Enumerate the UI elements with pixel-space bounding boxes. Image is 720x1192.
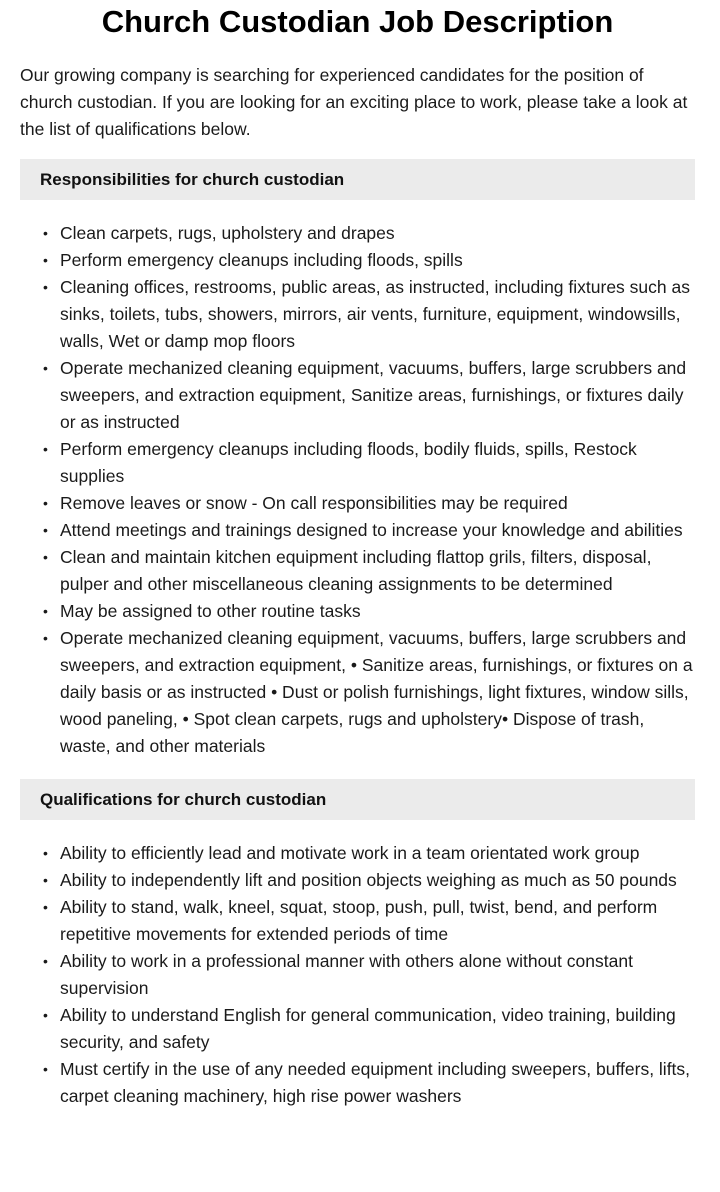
responsibilities-list <box>20 220 695 760</box>
bullet-icon: • <box>43 1061 48 1077</box>
bullet-icon: • <box>43 630 48 646</box>
list-item-text: Perform emergency cleanups including floods, bodily fluids, spills, Restock supplies <box>60 439 637 486</box>
list-item <box>43 436 695 490</box>
list-item-text: Must certify in the use of any needed equipment including sweepers, buffers, lifts, carpet cleaning machinery, high rise power washers <box>60 1059 691 1106</box>
list-item-text: Ability to work in a professional manner with others alone without constant supervision <box>60 951 633 998</box>
list-item-text: Ability to understand English for general communication, video training, building security, and safety <box>60 1005 676 1052</box>
bullet-icon: • <box>43 953 48 969</box>
list-item <box>43 1056 695 1110</box>
bullet-icon: • <box>43 252 48 268</box>
list-item-text: Ability to stand, walk, kneel, squat, stoop, push, pull, twist, bend, and perform repetitive movements for extended periods of time <box>60 897 658 944</box>
list-item <box>43 598 695 625</box>
responsibilities-heading: Responsibilities for church custodian <box>20 159 695 200</box>
list-item-text: Clean and maintain kitchen equipment including flattop grils, filters, disposal, pulper and other miscellaneous cleaning assignments to be determined <box>60 547 652 594</box>
list-item <box>43 1002 695 1056</box>
list-item <box>43 490 695 517</box>
list-item <box>43 867 695 894</box>
list-item <box>43 355 695 436</box>
list-item <box>43 840 695 867</box>
list-item-text: Operate mechanized cleaning equipment, vacuums, buffers, large scrubbers and sweepers, and extraction equipment, • Sanitize areas, furnishings, or fixtures on a daily basis or as instructed • Dust or polish furnishings, light fixtures, window sills, wood paneling, • Spot clean carpets, rugs and upholstery• Dispose of trash, waste, and other materials <box>60 628 693 756</box>
list-item-text: Operate mechanized cleaning equipment, vacuums, buffers, large scrubbers and sweepers, and extraction equipment, Sanitize areas, furnishings, or fixtures daily or as instructed <box>60 358 687 432</box>
list-item <box>43 274 695 355</box>
bullet-icon: • <box>43 495 48 511</box>
bullet-icon: • <box>43 872 48 888</box>
bullet-icon: • <box>43 360 48 376</box>
list-item <box>43 948 695 1002</box>
bullet-icon: • <box>43 441 48 457</box>
bullet-icon: • <box>43 279 48 295</box>
list-item-text: Attend meetings and trainings designed to increase your knowledge and abilities <box>60 520 683 540</box>
list-item-text: Cleaning offices, restrooms, public areas, as instructed, including fixtures such as sinks, toilets, tubs, showers, mirrors, air vents, furniture, equipment, windowsills, walls, Wet or damp mop floors <box>60 277 690 351</box>
list-item-text: Perform emergency cleanups including floods, spills <box>60 250 463 270</box>
list-item <box>43 220 695 247</box>
list-item <box>43 625 695 760</box>
list-item-text: Clean carpets, rugs, upholstery and drapes <box>60 223 395 243</box>
list-item <box>43 544 695 598</box>
qualifications-list <box>20 840 695 1110</box>
bullet-icon: • <box>43 845 48 861</box>
bullet-icon: • <box>43 603 48 619</box>
page-title: Church Custodian Job Description <box>101 4 614 39</box>
qualifications-heading: Qualifications for church custodian <box>20 779 695 820</box>
list-item-text: Ability to independently lift and position objects weighing as much as 50 pounds <box>60 870 677 890</box>
bullet-icon: • <box>43 522 48 538</box>
list-item-text: May be assigned to other routine tasks <box>60 601 361 621</box>
list-item-text: Ability to efficiently lead and motivate work in a team orientated work group <box>60 843 640 863</box>
list-item <box>43 894 695 948</box>
bullet-icon: • <box>43 1007 48 1023</box>
intro-paragraph: Our growing company is searching for experienced candidates for the position of church custodian. If you are looking for an exciting place to work, please take a look at the list of qualifications below. <box>20 65 688 139</box>
list-item <box>43 247 695 274</box>
bullet-icon: • <box>43 225 48 241</box>
bullet-icon: • <box>43 549 48 565</box>
list-item <box>43 517 695 544</box>
bullet-icon: • <box>43 899 48 915</box>
list-item-text: Remove leaves or snow - On call responsibilities may be required <box>60 493 568 513</box>
